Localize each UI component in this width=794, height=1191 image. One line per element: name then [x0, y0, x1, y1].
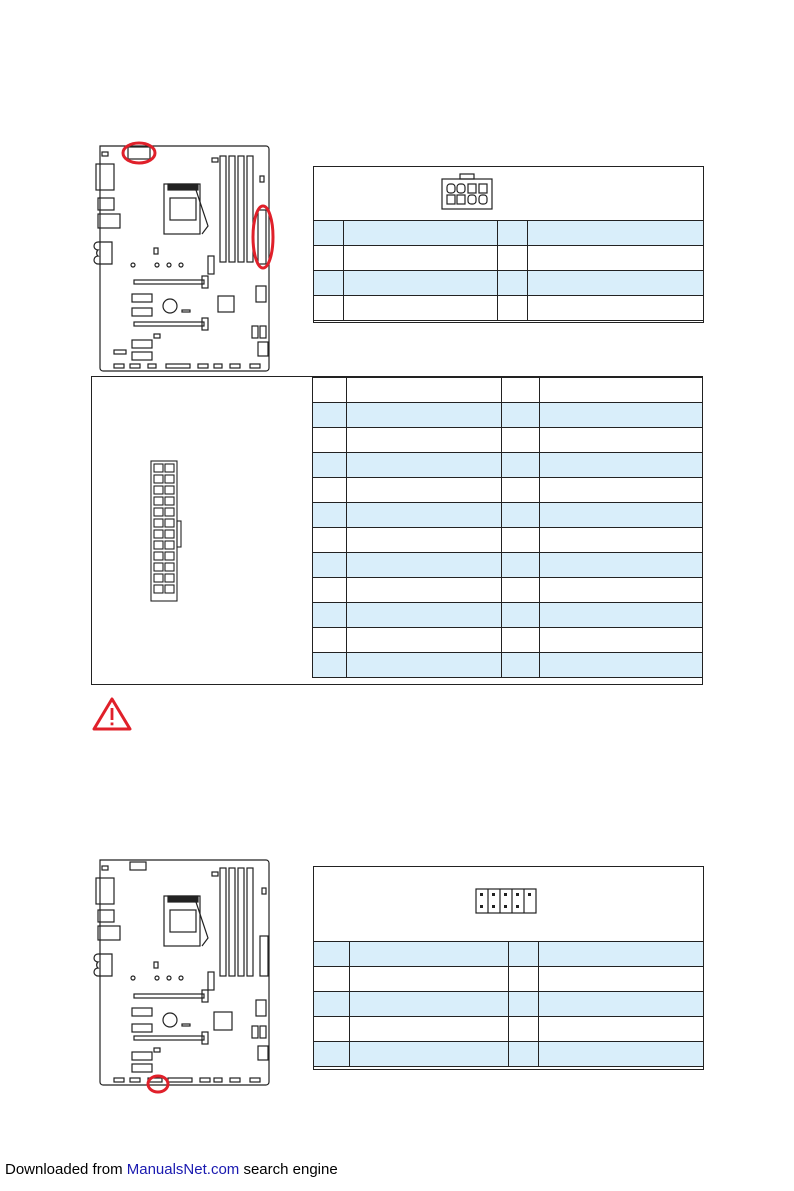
table-row — [313, 403, 703, 428]
motherboard-diagram-cpu-power — [90, 136, 290, 376]
table-row — [314, 271, 704, 296]
table-row — [314, 221, 704, 246]
table-row — [314, 296, 704, 321]
table-row — [313, 478, 703, 503]
table-row — [313, 428, 703, 453]
table-row — [313, 603, 703, 628]
table-row — [313, 453, 703, 478]
footer-suffix: search engine — [239, 1161, 338, 1178]
table-row — [313, 553, 703, 578]
table-row — [314, 246, 704, 271]
table-row — [313, 628, 703, 653]
footer — [5, 1161, 338, 1178]
table-row — [314, 967, 704, 992]
footer-link[interactable]: ManualsNet.com — [126, 1161, 240, 1178]
motherboard-diagram-header — [90, 850, 290, 1100]
table-row — [314, 1017, 704, 1042]
warning-icon — [91, 696, 133, 732]
connector-10pin-icon — [474, 887, 538, 915]
table-row — [313, 378, 703, 403]
table-row — [313, 528, 703, 553]
table-row — [314, 1042, 704, 1067]
table-row — [313, 578, 703, 603]
table-row — [314, 992, 704, 1017]
connector-8pin-icon — [440, 173, 496, 213]
footer-prefix: Downloaded from — [5, 1161, 127, 1178]
table-row — [313, 503, 703, 528]
connector-24pin-icon — [149, 459, 189, 605]
header-pin-rows — [313, 941, 704, 1067]
cpu-power-pin-table — [313, 220, 704, 321]
table-row — [314, 942, 704, 967]
atx-power-pin-table — [312, 377, 703, 678]
table-row — [313, 653, 703, 678]
